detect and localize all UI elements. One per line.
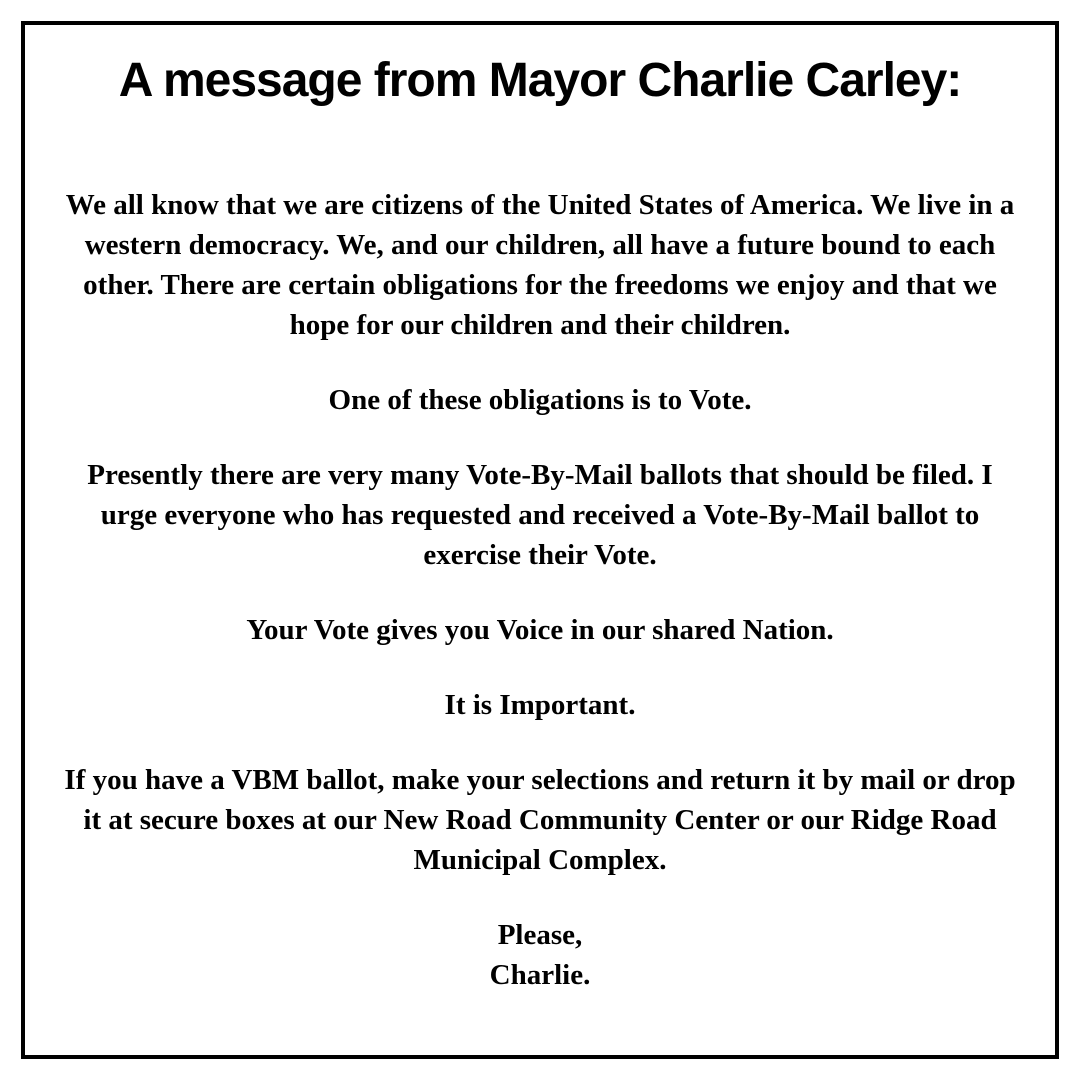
body-paragraph-obligation: One of these obligations is to Vote. xyxy=(328,384,752,416)
body-paragraph-intro: We all know that we are citizens of the United States of America. We live in a western democracy. We, and our children, all have a future bound to each other. There are certain obligations for the freedoms we enjoy and that we hope for our children and their children. xyxy=(65,189,1015,341)
body-paragraph-return-instructions: If you have a VBM ballot, make your selections and return it by mail or drop it at secure boxes at our New Road Community Center or our Ridge Road Municipal Complex. xyxy=(64,764,1016,876)
page-title: A message from Mayor Charlie Carley: xyxy=(118,54,962,107)
signature-block xyxy=(57,915,1023,995)
body-paragraph-important: It is Important. xyxy=(444,689,636,721)
signature-closing: Please, xyxy=(497,919,583,951)
body-paragraph-voice: Your Vote gives you Voice in our shared Nation. xyxy=(246,614,834,646)
body-paragraph-vbm-urge: Presently there are very many Vote-By-Mail ballots that should be filed. I urge everyone who has requested and received a Vote-By-Mail ballot to exercise their Vote. xyxy=(87,459,993,571)
signature-name: Charlie. xyxy=(489,959,591,991)
border-frame xyxy=(21,21,1059,1059)
